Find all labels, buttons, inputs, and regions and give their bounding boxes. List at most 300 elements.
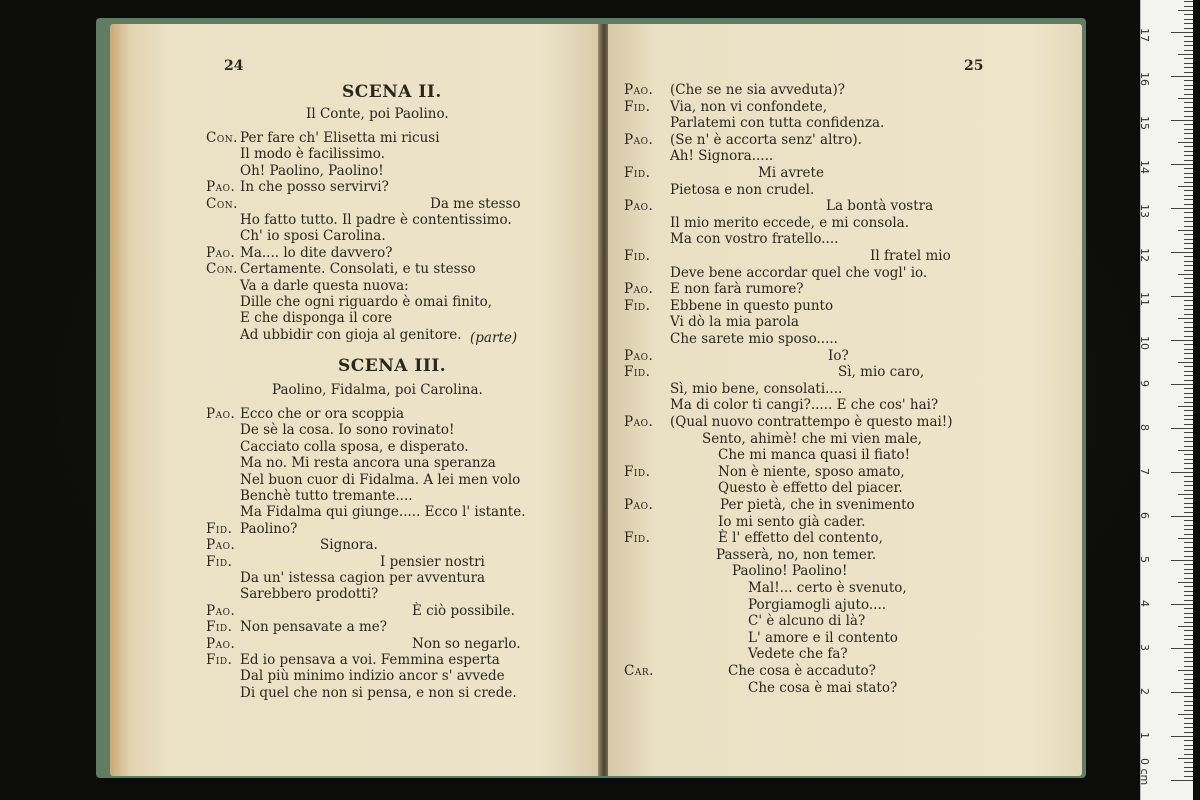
ruler-tick <box>1184 485 1193 486</box>
ruler-tick <box>1184 727 1193 728</box>
verse-line: Ed io pensava a voi. Femmina esperta <box>240 652 500 668</box>
stage-direction: (parte) <box>470 330 518 346</box>
speaker-label: Fid. <box>624 297 651 314</box>
ruler-tick <box>1184 762 1193 763</box>
ruler-tick <box>1184 564 1193 565</box>
ruler-tick <box>1184 481 1193 482</box>
ruler-tick <box>1178 230 1193 231</box>
ruler-tick <box>1184 190 1193 191</box>
ruler-tick <box>1184 679 1193 680</box>
verse-line: Deve bene accordar quel che vogl' io. <box>670 264 928 281</box>
ruler-number: 6 <box>1138 512 1151 519</box>
speaker-label: Pao. <box>624 198 654 215</box>
ruler-tick <box>1184 80 1193 81</box>
ruler-tick <box>1184 182 1193 183</box>
ruler-tick <box>1184 116 1193 117</box>
ruler-tick <box>1184 133 1193 134</box>
verse-line: Di quel che non si pensa, e non si crede. <box>240 684 517 701</box>
verse-line: Da un' istessa cagion per avventura <box>240 570 486 586</box>
ruler-tick <box>1184 336 1193 337</box>
speaker-label: Pao. <box>624 131 654 148</box>
ruler-tick <box>1171 340 1193 341</box>
ruler-tick <box>1184 129 1193 130</box>
speaker-label: Fid. <box>624 165 651 181</box>
ruler-tick <box>1184 529 1193 530</box>
scene-2-cast: Il Conte, poi Paolino. <box>306 106 449 122</box>
ruler-tick <box>1171 648 1193 649</box>
verse-line: Paolino! Paolino! <box>732 563 848 580</box>
verse-line: Parlatemi con tutta confidenza. <box>670 115 885 132</box>
ruler-tick <box>1184 212 1193 213</box>
ruler-tick <box>1184 740 1193 741</box>
ruler-tick <box>1184 292 1193 293</box>
ruler-tick <box>1184 630 1193 631</box>
verse-line: Che mi manca quasi il fiato! <box>718 447 911 464</box>
ruler-tick <box>1171 780 1193 781</box>
ruler-tick <box>1184 600 1193 601</box>
ruler-tick <box>1184 732 1193 733</box>
speaker-label: Pao. <box>206 244 236 261</box>
ruler-tick <box>1184 776 1193 777</box>
ruler-tick <box>1184 463 1193 464</box>
ruler-tick <box>1184 234 1193 235</box>
ruler-tick <box>1184 265 1193 266</box>
verse-line: (Che se ne sia avveduta)? <box>670 82 845 98</box>
verse-line: Il modo è facilissimo. <box>240 146 385 163</box>
verse-line: Ma no. Mi resta ancora una speranza <box>240 455 496 472</box>
verse-line: Il fratel mio <box>870 248 951 264</box>
speaker-label: Fid. <box>624 98 651 115</box>
speaker-label: Pao. <box>624 281 654 298</box>
ruler-tick <box>1184 322 1193 323</box>
ruler-number: 1 <box>1138 732 1151 739</box>
ruler-tick <box>1184 199 1193 200</box>
ruler-tick <box>1184 371 1193 372</box>
speaker-label: Fid. <box>206 652 233 668</box>
verse-line: Non so negarlo. <box>412 635 521 652</box>
speaker-label: Pao. <box>624 347 654 364</box>
ruler-tick <box>1184 300 1193 301</box>
ruler-tick <box>1184 476 1193 477</box>
measuring-ruler <box>1140 0 1193 800</box>
left-page-number: 24 <box>224 58 244 74</box>
ruler-tick <box>1184 204 1193 205</box>
verse-line: Ebbene in questo punto <box>670 297 834 314</box>
ruler-tick <box>1184 674 1193 675</box>
speaker-label: Fid. <box>206 619 233 636</box>
verse-line: Oh! Paolino, Paolino! <box>240 162 384 179</box>
ruler-tick <box>1184 344 1193 345</box>
ruler-tick <box>1184 36 1193 37</box>
ruler-tick <box>1171 208 1193 209</box>
ruler-tick <box>1184 437 1193 438</box>
ruler-tick <box>1184 644 1193 645</box>
verse-line: Cacciato colla sposa, e disperato. <box>240 438 469 455</box>
ruler-tick <box>1184 551 1193 552</box>
ruler-tick <box>1184 617 1193 618</box>
ruler-tick <box>1178 670 1193 671</box>
ruler-tick <box>1184 168 1193 169</box>
verse-line: Nel buon cuor di Fidalma. A lei men volo <box>240 471 521 488</box>
speaker-label: Fid. <box>624 248 651 264</box>
ruler-tick <box>1184 705 1193 706</box>
verse-line: In che posso servirvi? <box>240 179 389 196</box>
ruler-tick <box>1184 173 1193 174</box>
ruler-tick <box>1171 560 1193 561</box>
ruler-number: 13 <box>1138 204 1151 218</box>
ruler-number: 12 <box>1138 248 1151 262</box>
ruler-tick <box>1184 441 1193 442</box>
ruler-tick <box>1171 296 1193 297</box>
ruler-tick <box>1184 309 1193 310</box>
ruler-tick <box>1184 586 1193 587</box>
ruler-tick <box>1184 45 1193 46</box>
verse-line: Pietosa e non crudel. <box>670 181 815 198</box>
speaker-label: Pao. <box>206 406 236 422</box>
ruler-tick <box>1184 14 1193 15</box>
ruler-tick <box>1184 498 1193 499</box>
ruler-number: 5 <box>1138 556 1151 563</box>
ruler-tick <box>1184 512 1193 513</box>
ruler-tick <box>1184 160 1193 161</box>
ruler-tick <box>1184 542 1193 543</box>
verse-line: Ad ubbidir con gioja al genitore. <box>240 326 462 343</box>
ruler-tick <box>1184 419 1193 420</box>
ruler-tick <box>1184 696 1193 697</box>
verse-line: Che cosa è mai stato? <box>748 679 898 696</box>
ruler-tick <box>1184 468 1193 469</box>
ruler-tick <box>1184 243 1193 244</box>
ruler-tick <box>1178 494 1193 495</box>
ruler-tick <box>1178 186 1193 187</box>
ruler-number: 14 <box>1138 160 1151 174</box>
ruler-tick <box>1184 58 1193 59</box>
ruler-tick <box>1184 608 1193 609</box>
ruler-tick <box>1184 424 1193 425</box>
ruler-tick <box>1171 472 1193 473</box>
ruler-tick <box>1184 278 1193 279</box>
ruler-tick <box>1184 358 1193 359</box>
verse-line: Paolino? <box>240 520 298 537</box>
verse-line: I pensier nostri <box>380 553 485 570</box>
ruler-tick <box>1184 503 1193 504</box>
ruler-tick <box>1171 428 1193 429</box>
ruler-number: 7 <box>1138 468 1151 475</box>
speaker-label: Con. <box>206 195 238 212</box>
verse-line: Il mio merito eccede, e mi consola. <box>670 214 909 231</box>
speaker-label: Pao. <box>206 635 236 652</box>
ruler-unit-label: 0 cm <box>1138 758 1151 786</box>
ruler-tick <box>1184 63 1193 64</box>
scene-2-title: SCENA II. <box>342 82 442 102</box>
right-page <box>608 24 1082 776</box>
ruler-tick <box>1178 54 1193 55</box>
speaker-label: Fid. <box>624 463 651 480</box>
verse-line: E che disponga il core <box>240 310 393 327</box>
ruler-tick <box>1171 252 1193 253</box>
verse-line: Per fare ch' Elisetta mi ricusi <box>240 130 440 146</box>
ruler-tick <box>1184 327 1193 328</box>
ruler-tick <box>1184 19 1193 20</box>
ruler-tick <box>1184 1 1193 2</box>
ruler-tick <box>1171 384 1193 385</box>
verse-line: L' amore e il contento <box>748 629 898 646</box>
verse-line: Mal!... certo è svenuto, <box>748 580 907 596</box>
ruler-tick <box>1184 459 1193 460</box>
ruler-tick <box>1184 89 1193 90</box>
verse-line: Vi dò la mia parola <box>670 314 799 331</box>
speaker-label: Con. <box>206 130 238 146</box>
ruler-tick <box>1171 604 1193 605</box>
ruler-tick <box>1178 714 1193 715</box>
ruler-tick <box>1184 534 1193 535</box>
ruler-number: 3 <box>1138 644 1151 651</box>
ruler-tick <box>1184 454 1193 455</box>
ruler-number: 8 <box>1138 424 1151 431</box>
speaker-label: Pao. <box>624 497 654 513</box>
ruler-tick <box>1184 432 1193 433</box>
ruler-tick <box>1184 6 1193 7</box>
verse-line: Ma di color ti cangi?..... E che cos' hai? <box>670 397 939 414</box>
ruler-tick <box>1184 256 1193 257</box>
ruler-tick <box>1171 120 1193 121</box>
speaker-label: Fid. <box>206 553 233 570</box>
ruler-tick <box>1184 226 1193 227</box>
verse-line: Che cosa è accaduto? <box>728 663 876 679</box>
ruler-tick <box>1184 380 1193 381</box>
verse-line: È l' effetto del contento, <box>718 530 883 547</box>
ruler-tick <box>1184 688 1193 689</box>
ruler-tick <box>1184 287 1193 288</box>
ruler-tick <box>1184 657 1193 658</box>
scene-3-title: SCENA III. <box>338 356 447 376</box>
ruler-tick <box>1178 538 1193 539</box>
verse-line: Benchè tutto tremante.... <box>240 488 413 504</box>
ruler-tick <box>1184 138 1193 139</box>
ruler-tick <box>1171 76 1193 77</box>
verse-line: Dal più minimo indizio ancor s' avvede <box>240 668 505 685</box>
ruler-tick <box>1184 217 1193 218</box>
verse-line: Sì, mio caro, <box>838 364 925 381</box>
verse-line: Porgiamogli ajuto.... <box>748 596 887 613</box>
verse-line: Certamente. Consolati, e tu stesso <box>240 261 476 278</box>
ruler-tick <box>1184 349 1193 350</box>
ruler-tick <box>1171 516 1193 517</box>
verse-line: Questo è effetto del piacer. <box>718 480 903 497</box>
ruler-tick <box>1178 318 1193 319</box>
open-book <box>96 18 1086 778</box>
speaker-label: Pao. <box>206 602 236 619</box>
ruler-tick <box>1184 111 1193 112</box>
ruler-tick <box>1184 85 1193 86</box>
speaker-label: Pao. <box>206 537 236 554</box>
verse-line: Sarebbero prodotti? <box>240 586 379 603</box>
ruler-number: 2 <box>1138 688 1151 695</box>
verse-line: Ma.... lo dite davvero? <box>240 244 393 261</box>
ruler-tick <box>1184 94 1193 95</box>
speaker-label: Pao. <box>624 414 654 430</box>
ruler-tick <box>1178 626 1193 627</box>
ruler-tick <box>1184 718 1193 719</box>
speaker-label: Fid. <box>624 530 651 547</box>
ruler-tick <box>1184 28 1193 29</box>
ruler-tick <box>1184 72 1193 73</box>
ruler-tick <box>1184 520 1193 521</box>
ruler-tick <box>1184 525 1193 526</box>
ruler-tick <box>1184 41 1193 42</box>
ruler-tick <box>1184 613 1193 614</box>
ruler-tick <box>1184 591 1193 592</box>
ruler-tick <box>1184 639 1193 640</box>
ruler-tick <box>1184 547 1193 548</box>
ruler-tick <box>1184 397 1193 398</box>
ruler-tick <box>1184 23 1193 24</box>
ruler-tick <box>1184 151 1193 152</box>
ruler-tick <box>1184 366 1193 367</box>
verse-line: Per pietà, che in svenimento <box>720 497 915 513</box>
verse-line: Sento, ahimè! che mi vien male, <box>702 430 922 447</box>
scene-3-cast: Paolino, Fidalma, poi Carolina. <box>272 382 483 398</box>
ruler-tick <box>1184 67 1193 68</box>
ruler-tick <box>1184 305 1193 306</box>
ruler-number: 4 <box>1138 600 1151 607</box>
ruler-tick <box>1171 164 1193 165</box>
ruler-tick <box>1184 331 1193 332</box>
right-page-number: 25 <box>964 58 984 74</box>
ruler-tick <box>1178 406 1193 407</box>
verse-line: Vedete che fa? <box>748 646 848 663</box>
ruler-tick <box>1184 221 1193 222</box>
ruler-tick <box>1184 723 1193 724</box>
ruler-number: 17 <box>1138 28 1151 42</box>
verse-line: Io mi sento già cader. <box>718 513 866 530</box>
verse-line: Ma Fidalma qui giunge..... Ecco l' istante. <box>240 504 526 521</box>
ruler-tick <box>1171 736 1193 737</box>
ruler-tick <box>1178 98 1193 99</box>
ruler-tick <box>1184 410 1193 411</box>
verse-line: È ciò possibile. <box>412 602 515 619</box>
verse-line: E non farà rumore? <box>670 281 804 298</box>
ruler-tick <box>1178 450 1193 451</box>
speaker-label: Fid. <box>206 520 233 537</box>
verse-line: Sì, mio bene, consolati.... <box>670 380 843 397</box>
ruler-tick <box>1178 10 1193 11</box>
ruler-number: 16 <box>1138 72 1151 86</box>
verse-line: (Qual nuovo contrattempo è questo mai!) <box>670 414 953 430</box>
ruler-tick <box>1184 353 1193 354</box>
verse-line: Ah! Signora..... <box>670 148 774 165</box>
speaker-label: Fid. <box>624 364 651 381</box>
ruler-tick <box>1184 710 1193 711</box>
ruler-tick <box>1184 683 1193 684</box>
ruler-number: 15 <box>1138 116 1151 130</box>
verse-line: Signora. <box>320 537 378 554</box>
ruler-tick <box>1171 32 1193 33</box>
ruler-tick <box>1184 490 1193 491</box>
ruler-tick <box>1184 749 1193 750</box>
ruler-tick <box>1184 635 1193 636</box>
verse-line: C' è alcuno di là? <box>748 613 866 630</box>
ruler-number: 10 <box>1138 336 1151 350</box>
ruler-tick <box>1171 692 1193 693</box>
verse-line: Va a darle questa nuova: <box>240 277 409 294</box>
verse-line: Via, non vi confondete, <box>670 98 828 115</box>
ruler-tick <box>1178 758 1193 759</box>
ruler-tick <box>1178 274 1193 275</box>
verse-line: Da me stesso <box>430 195 521 212</box>
verse-line: Ecco che or ora scoppia <box>240 406 404 422</box>
ruler-number: 9 <box>1138 380 1151 387</box>
ruler-tick <box>1184 239 1193 240</box>
speaker-label: Car. <box>624 663 654 679</box>
ruler-tick <box>1184 314 1193 315</box>
verse-line: Non pensavate a me? <box>240 619 387 636</box>
ruler-tick <box>1178 582 1193 583</box>
verse-line: Che sarete mio sposo..... <box>670 331 838 347</box>
ruler-tick <box>1184 622 1193 623</box>
ruler-tick <box>1184 270 1193 271</box>
ruler-tick <box>1184 283 1193 284</box>
ruler-tick <box>1184 177 1193 178</box>
ruler-tick <box>1184 124 1193 125</box>
verse-line: Ma con vostro fratello.... <box>670 231 839 248</box>
ruler-tick <box>1184 661 1193 662</box>
ruler-tick <box>1184 573 1193 574</box>
ruler-tick <box>1184 146 1193 147</box>
left-page <box>110 24 600 776</box>
verse-line: Mi avrete <box>758 165 824 181</box>
ruler-tick <box>1184 248 1193 249</box>
ruler-tick <box>1184 569 1193 570</box>
ruler-tick <box>1184 393 1193 394</box>
verse-line: Passerà, no, non temer. <box>716 546 877 563</box>
speaker-label: Pao. <box>206 179 236 196</box>
verse-line: Non è niente, sposo amato, <box>718 463 905 480</box>
verse-line: Dille che ogni riguardo è omai finito, <box>240 294 493 310</box>
ruler-tick <box>1178 362 1193 363</box>
verse-line: (Se n' è accorta senz' altro). <box>670 131 862 148</box>
ruler-tick <box>1184 666 1193 667</box>
ruler-tick <box>1184 388 1193 389</box>
verse-line: Ho fatto tutto. Il padre è contentissimo. <box>240 212 512 228</box>
ruler-tick <box>1184 195 1193 196</box>
ruler-tick <box>1178 142 1193 143</box>
ruler-tick <box>1184 375 1193 376</box>
ruler-tick <box>1184 578 1193 579</box>
verse-line: De sè la cosa. Io sono rovinato! <box>240 422 455 439</box>
ruler-number: 11 <box>1138 292 1151 306</box>
ruler-tick <box>1184 745 1193 746</box>
ruler-tick <box>1184 102 1193 103</box>
speaker-label: Pao. <box>624 82 654 98</box>
ruler-tick <box>1184 556 1193 557</box>
ruler-tick <box>1184 771 1193 772</box>
ruler-tick <box>1184 595 1193 596</box>
ruler-tick <box>1184 652 1193 653</box>
ruler-tick <box>1184 261 1193 262</box>
ruler-tick <box>1184 50 1193 51</box>
ruler-tick <box>1184 754 1193 755</box>
verse-line: La bontà vostra <box>826 198 934 215</box>
verse-line: Ch' io sposi Carolina. <box>240 228 386 245</box>
ruler-tick <box>1184 446 1193 447</box>
ruler-tick <box>1184 415 1193 416</box>
ruler-tick <box>1184 701 1193 702</box>
ruler-tick <box>1184 767 1193 768</box>
ruler-tick <box>1184 507 1193 508</box>
ruler-tick <box>1184 155 1193 156</box>
speaker-label: Con. <box>206 261 238 278</box>
